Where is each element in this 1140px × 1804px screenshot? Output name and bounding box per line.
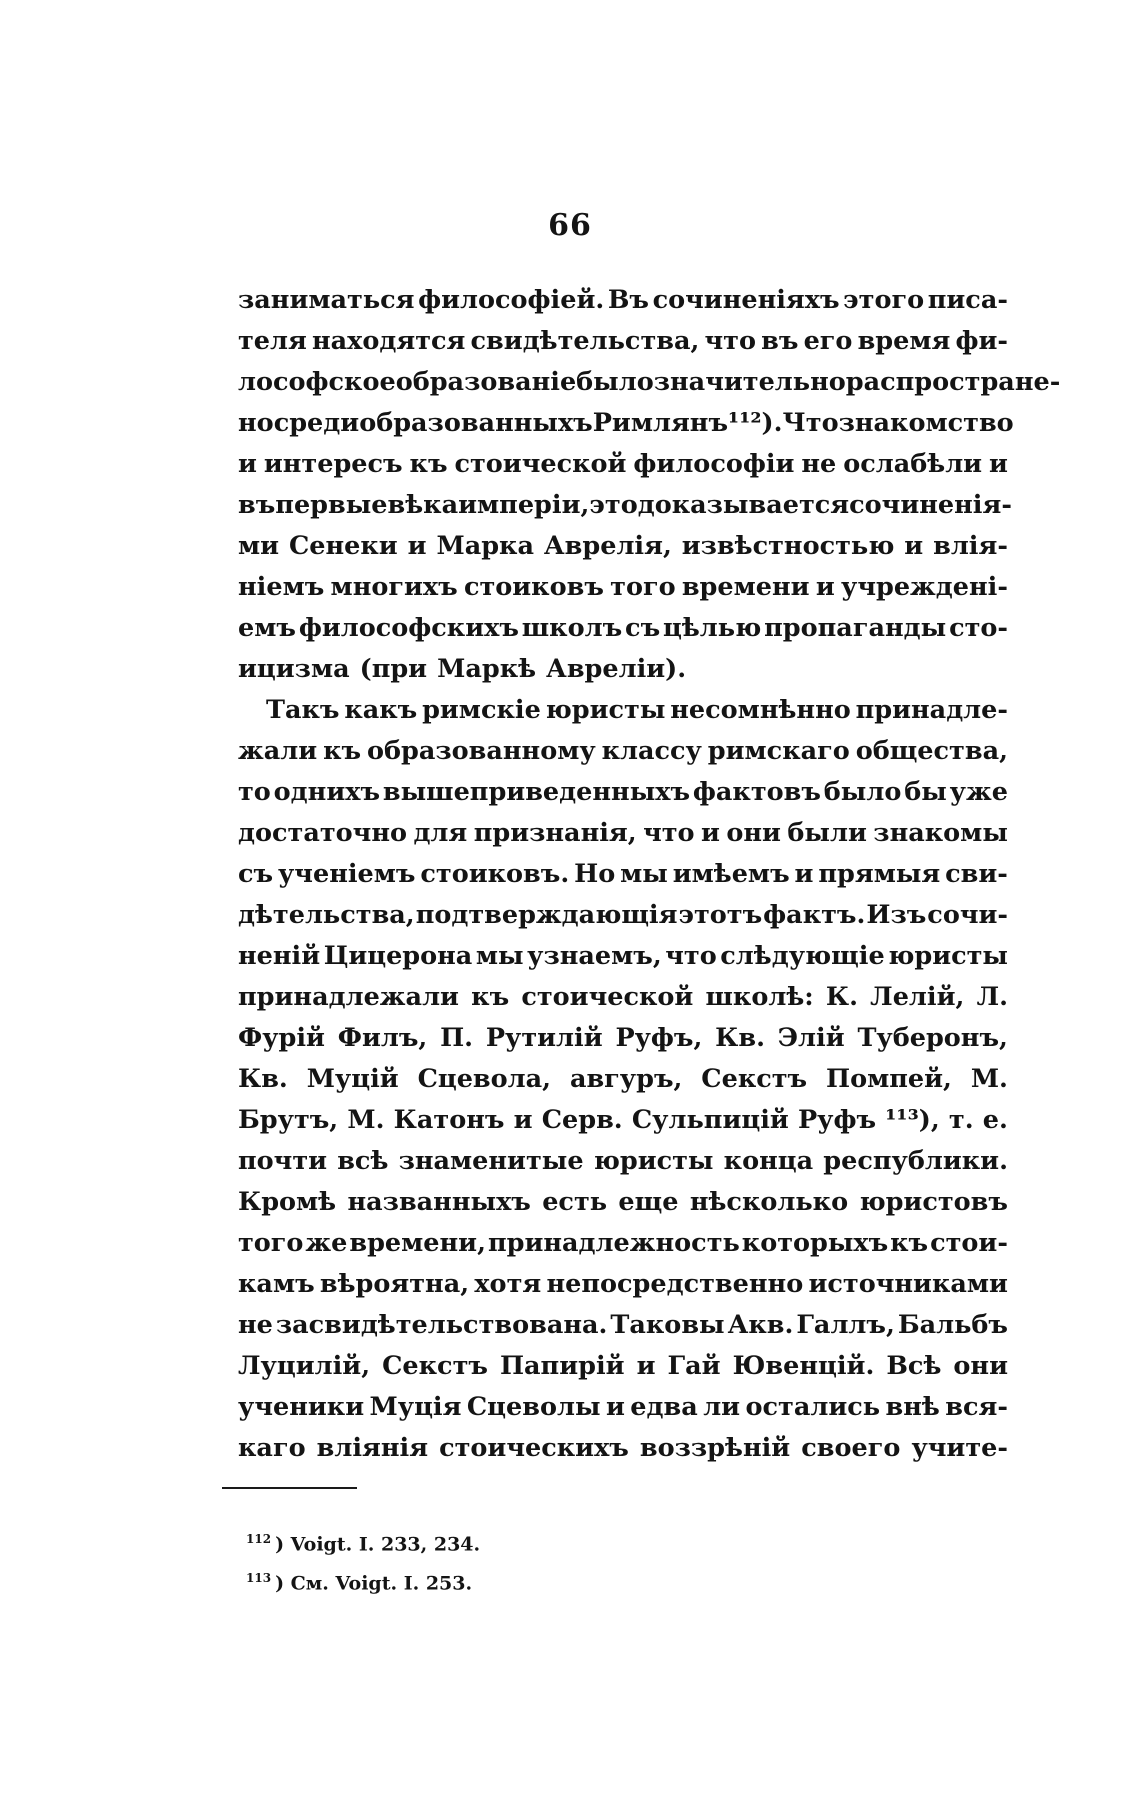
word: ицизма (238, 654, 350, 684)
word: Изъ (866, 900, 927, 930)
word: Секстъ (382, 1351, 488, 1381)
word: образованному (366, 736, 596, 766)
word: общества, (855, 736, 1008, 766)
word: Кв. (715, 1023, 765, 1053)
word: Туберонъ, (857, 1023, 1008, 1053)
word: бы (904, 777, 947, 807)
word: принадле- (855, 695, 1008, 725)
word: цѣлью (663, 613, 762, 643)
text-line (238, 1018, 1008, 1059)
word: прямыя (818, 859, 941, 889)
word: мы (475, 941, 524, 971)
footnote-text: Voigt. I. 233, 234. (290, 1533, 481, 1556)
text-line (238, 895, 1008, 936)
footnote-separator (222, 1487, 357, 1489)
word: уже (949, 777, 1008, 807)
text-line (238, 1387, 1008, 1428)
word: они (953, 1351, 1008, 1381)
word: это (589, 490, 638, 520)
word: доказывается (637, 490, 850, 520)
word: стои- (930, 1228, 1008, 1258)
word: писа- (927, 285, 1008, 315)
word: римскаго (707, 736, 850, 766)
text-line (238, 567, 1008, 608)
word: едва (630, 1392, 698, 1422)
word: ніемъ (238, 572, 325, 602)
word: стоиковъ. (420, 859, 570, 889)
word: Рутилій (485, 1023, 603, 1053)
word: Галлъ, (796, 1310, 895, 1340)
word: есть (542, 1187, 608, 1217)
word: классу (601, 736, 702, 766)
word: времени, (349, 1228, 486, 1258)
word: (при (359, 654, 428, 684)
word: авгуръ, (569, 1064, 683, 1094)
word: юристы (545, 695, 666, 725)
word: было (576, 367, 654, 397)
word: влія- (933, 531, 1008, 561)
word: Въ (607, 285, 649, 315)
word: знаменитые (398, 1146, 584, 1176)
footnote-mark: 112 (246, 1532, 272, 1546)
word: узнаемъ, (527, 941, 662, 971)
word: же (305, 1228, 348, 1258)
word: юристовъ (859, 1187, 1008, 1217)
page-number: 66 (548, 208, 592, 243)
word: подтверждающія (415, 900, 678, 930)
word: неній (238, 941, 321, 971)
word: Катонъ (393, 1105, 505, 1135)
word: Ювенцій. (732, 1351, 875, 1381)
word: Руфъ, (615, 1023, 703, 1053)
word: однихъ (273, 777, 381, 807)
word: образованіе (395, 367, 577, 397)
word: было (823, 777, 902, 807)
word: къ (471, 982, 510, 1012)
word: Марка (436, 531, 534, 561)
text-line (238, 444, 1008, 485)
word: М. (970, 1064, 1008, 1094)
word: Маркѣ (437, 654, 537, 684)
word: имперіи, (458, 490, 590, 520)
word: мы (620, 859, 668, 889)
word: ли (703, 1392, 741, 1422)
word: лософское (238, 367, 396, 397)
word: емъ (238, 613, 296, 643)
word: юристы (593, 1146, 714, 1176)
text-line (238, 280, 1008, 321)
word: распростране- (845, 367, 1061, 397)
word: своего (801, 1433, 901, 1463)
text-line (238, 403, 1014, 444)
text-line (238, 690, 1008, 731)
word: стоической (521, 982, 694, 1012)
word: находятся (311, 326, 466, 356)
text-line (238, 1100, 1008, 1141)
word: Луцилій, (238, 1351, 371, 1381)
word: еще (618, 1187, 679, 1217)
word: всѣ (337, 1146, 389, 1176)
word: признанія, (473, 818, 637, 848)
word: которыхъ (741, 1228, 889, 1258)
word: Аврелія, (543, 531, 672, 561)
word: вѣка (387, 490, 459, 520)
word: Лелій, (870, 982, 965, 1012)
word: Брутъ, (238, 1105, 339, 1135)
word: ми (238, 531, 280, 561)
word: его (803, 326, 853, 356)
word: того (238, 1228, 304, 1258)
text-line (238, 1346, 1008, 1387)
word: интересъ (263, 449, 403, 479)
word: съ (238, 859, 274, 889)
word: юристы (888, 941, 1008, 971)
word: знакомы (873, 818, 1008, 848)
word: фи- (955, 326, 1008, 356)
word: названныхъ (347, 1187, 531, 1217)
word: Сцеволы (466, 1392, 601, 1422)
word: и (701, 818, 720, 848)
word: къ (409, 449, 448, 479)
word: значительно (653, 367, 846, 397)
word: школѣ: (705, 982, 814, 1012)
word: Филъ, (337, 1023, 428, 1053)
word: и (815, 572, 835, 602)
word: К. (825, 982, 858, 1012)
word: Сцевола, (417, 1064, 552, 1094)
word: принадлежали (238, 982, 459, 1012)
word: Серв. (541, 1105, 623, 1135)
word: пропаганды (764, 613, 947, 643)
word: фактовъ (692, 777, 821, 807)
text-line (238, 731, 1008, 772)
word: извѣстностью (681, 531, 895, 561)
word: сочиненіяхъ (652, 285, 840, 315)
word: знакомство (838, 408, 1014, 438)
text-line (238, 813, 1008, 854)
word: Таковы (610, 1310, 725, 1340)
word: М. (347, 1105, 385, 1135)
word: т. (948, 1105, 974, 1135)
word: Авреліи). (546, 654, 687, 684)
text-line (238, 1305, 1008, 1346)
word: римскіе (422, 695, 541, 725)
word: вышеприведенныхъ (382, 777, 691, 807)
word: ¹¹²). (728, 408, 783, 438)
word: достаточно (238, 818, 407, 848)
text-line (238, 1264, 1008, 1305)
word: Цицерона (323, 941, 473, 971)
footnote-112: $^{112}$ ) Voigt. I. 233, 234. (246, 1532, 481, 1556)
word: Гай (667, 1351, 721, 1381)
text-line (238, 608, 1008, 649)
text-line (238, 649, 1008, 690)
word: нѣсколько (689, 1187, 849, 1217)
text-line (238, 526, 1008, 567)
word: Фурій (238, 1023, 325, 1053)
footnote-mark: 113 (246, 1571, 272, 1586)
text-line (238, 1223, 1008, 1264)
word: сто- (949, 613, 1008, 643)
word: Муція (369, 1392, 462, 1422)
text-line (238, 1141, 1008, 1182)
word: и (605, 1392, 625, 1422)
word: Л. (976, 982, 1008, 1012)
word: камъ (238, 1269, 315, 1299)
word: жали (238, 736, 318, 766)
word: вѣроятна, (319, 1269, 470, 1299)
word: были (787, 818, 867, 848)
word: и (513, 1105, 533, 1135)
word: Акв. (727, 1310, 794, 1340)
text-line (238, 1182, 1008, 1223)
word: къ (323, 736, 362, 766)
word: засвидѣтельствована. (275, 1310, 608, 1340)
word: почти (238, 1146, 328, 1176)
word: философіи (633, 449, 795, 479)
word: Кромѣ (238, 1187, 337, 1217)
word: стоиковъ (463, 572, 604, 602)
word: Секстъ (701, 1064, 808, 1094)
word: ученики (238, 1392, 365, 1422)
word: остались (745, 1392, 881, 1422)
word: учите- (911, 1433, 1008, 1463)
word: не (801, 449, 837, 479)
word: Папирій (499, 1351, 625, 1381)
word: Руфъ (798, 1105, 877, 1135)
word: Сенеки (288, 531, 398, 561)
word: стоическихъ (439, 1433, 629, 1463)
footnote-113: $^{113}$ ) См. Voigt. I. 253. (246, 1571, 473, 1595)
word: учреждені- (841, 572, 1008, 602)
word: Такъ (266, 695, 340, 725)
footnotes (246, 1522, 480, 1601)
word: ¹¹³), (885, 1105, 940, 1135)
word: и (794, 859, 814, 889)
text-line (238, 936, 1008, 977)
word: школъ (521, 613, 623, 643)
text-line (238, 1059, 1008, 1100)
word: для (413, 818, 468, 848)
word: то (238, 777, 271, 807)
word: къ (890, 1228, 929, 1258)
word: не (238, 1310, 273, 1340)
word: философіей. (418, 285, 605, 315)
word: сочиненія- (849, 490, 1012, 520)
word: Что (782, 408, 839, 438)
footnote-text: См. Voigt. I. 253. (290, 1572, 473, 1595)
word: П. (440, 1023, 474, 1053)
text-line (238, 485, 1012, 526)
word: и (238, 449, 257, 479)
word: ученіемъ (277, 859, 416, 889)
word: сочи- (927, 900, 1008, 930)
text-line (238, 1428, 1008, 1469)
word: и (904, 531, 924, 561)
word: многихъ (330, 572, 458, 602)
word: е. (982, 1105, 1008, 1135)
word: непосредственно (546, 1269, 804, 1299)
word: время (857, 326, 951, 356)
word: и (989, 449, 1008, 479)
word: вліянія (316, 1433, 429, 1463)
word: философскихъ (298, 613, 519, 643)
word: фактъ. (763, 900, 866, 930)
word: Кв. (238, 1064, 288, 1094)
text-line (238, 977, 1008, 1018)
word: Бальбъ (897, 1310, 1008, 1340)
word: несомнѣнно (670, 695, 851, 725)
word: стоической (454, 449, 627, 479)
word: Всѣ (886, 1351, 942, 1381)
word: этого (843, 285, 925, 315)
body-text (238, 280, 1061, 1469)
text-line (238, 772, 1008, 813)
word: Сульпицій (631, 1105, 789, 1135)
word: дѣтельства, (238, 900, 415, 930)
word: образованныхъ (359, 408, 593, 438)
text-line (238, 321, 1008, 362)
word: первые (275, 490, 388, 520)
word: среди (273, 408, 360, 438)
word: съ (625, 613, 661, 643)
text-line (238, 854, 1008, 895)
word: времени (681, 572, 810, 602)
word: теля (238, 326, 307, 356)
word: какъ (344, 695, 418, 725)
word: Помпей, (826, 1064, 952, 1094)
word: источниками (808, 1269, 1008, 1299)
word: они (726, 818, 781, 848)
word: хотя (474, 1269, 542, 1299)
word: что (704, 326, 756, 356)
word: республики. (823, 1146, 1008, 1176)
word: и (636, 1351, 656, 1381)
word: слѣдующіе (720, 941, 885, 971)
word: заниматься (238, 285, 415, 315)
word: въ (761, 326, 799, 356)
word: того (610, 572, 676, 602)
word: имѣемъ (672, 859, 790, 889)
word: что (643, 818, 695, 848)
word: въ (238, 490, 276, 520)
word: этотъ (678, 900, 763, 930)
word: Элій (777, 1023, 845, 1053)
word: принадлежность (487, 1228, 740, 1258)
word: воззрѣній (639, 1433, 791, 1463)
word: вся- (945, 1392, 1008, 1422)
word: конца (723, 1146, 814, 1176)
word: каго (238, 1433, 306, 1463)
word: внѣ (885, 1392, 940, 1422)
text-line (238, 362, 1061, 403)
word: Но (574, 859, 616, 889)
word: но (238, 408, 274, 438)
word: и (407, 531, 427, 561)
word: Муцій (306, 1064, 399, 1094)
word: ослабѣли (843, 449, 983, 479)
word: сви- (945, 859, 1008, 889)
word: что (665, 941, 717, 971)
word: свидѣтельства, (470, 326, 700, 356)
word: Римлянъ (592, 408, 729, 438)
